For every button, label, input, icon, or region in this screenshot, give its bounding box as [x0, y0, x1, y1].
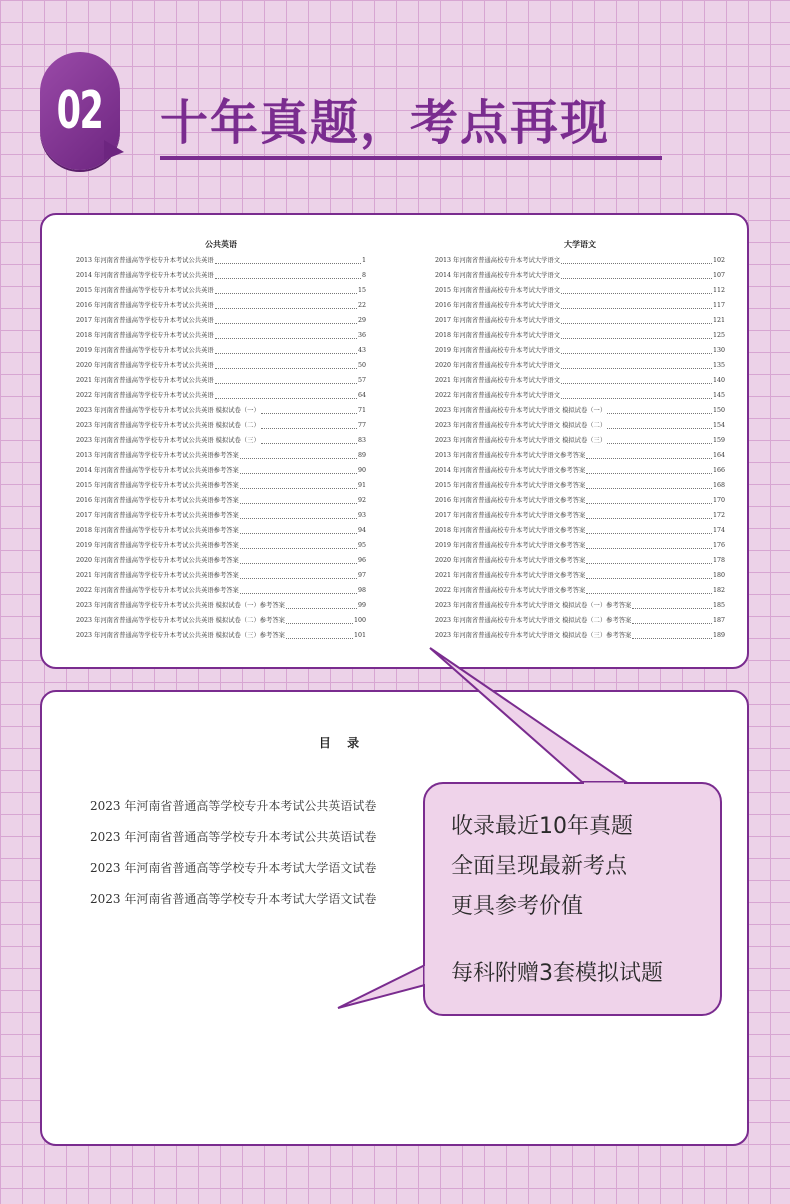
toc-row-page: 1 [361, 257, 366, 264]
toc-leader-dots [561, 323, 712, 324]
toc-row-title: 2021 年河南省普通高校专升本考试大学语文 [435, 377, 561, 384]
toc-row [435, 628, 725, 643]
toc-leader-dots [215, 293, 357, 294]
toc-row [435, 508, 725, 523]
toc-leader-dots [561, 338, 712, 339]
toc-row-title: 2017 年河南省普通高等学校专升本考试公共英语参考答案 [76, 512, 239, 519]
toc-row-page: 93 [357, 512, 366, 519]
toc-leader-dots [586, 578, 712, 579]
section-heading [160, 82, 662, 162]
toc-row-page: 107 [712, 272, 725, 279]
toc-row [435, 358, 725, 373]
toc-row-title: 2013 年河南省普通高校专升本考试大学语文 [435, 257, 561, 264]
toc-row-page: 43 [357, 347, 366, 354]
toc-leader-dots [215, 278, 361, 279]
toc-leader-dots [215, 323, 357, 324]
toc-row-page: 100 [353, 617, 366, 624]
toc-row-title: 2021 年河南省普通高等学校专升本考试公共英语 [76, 377, 214, 384]
toc-leader-dots [215, 398, 357, 399]
toc-row [76, 388, 366, 403]
toc-row [435, 373, 725, 388]
toc-row-page: 121 [712, 317, 725, 324]
toc-leader-dots [215, 308, 357, 309]
toc-leader-dots [561, 278, 712, 279]
toc-row-page: 50 [357, 362, 366, 369]
toc-row [435, 448, 725, 463]
toc-row-page: 166 [712, 467, 725, 474]
toc-row-title: 2019 年河南省普通高校专升本考试大学语文参考答案 [435, 542, 586, 549]
toc-leader-dots [607, 428, 712, 429]
toc-row-page: 29 [357, 317, 366, 324]
toc-row [76, 268, 366, 283]
toc-row-title: 2016 年河南省普通高等学校专升本考试公共英语参考答案 [76, 497, 239, 504]
toc-row-page: 15 [357, 287, 366, 294]
toc-row [76, 373, 366, 388]
toc-leader-dots [240, 533, 357, 534]
toc-row [435, 328, 725, 343]
toc-leader-dots [215, 353, 357, 354]
toc-column-title: 大学语文 [564, 239, 596, 249]
toc-row-page: 185 [712, 602, 725, 609]
toc-row [435, 538, 725, 553]
toc-row [76, 328, 366, 343]
toc-row-page: 77 [357, 422, 366, 429]
contents-item: 2023 年河南省普通高等学校专升本考试大学语文试卷 [90, 892, 377, 906]
toc-row-page: 112 [712, 287, 725, 294]
toc-row-title: 2014 年河南省普通高校专升本考试大学语文参考答案 [435, 467, 586, 474]
toc-leader-dots [215, 263, 361, 264]
toc-leader-dots [632, 608, 712, 609]
toc-leader-dots [586, 503, 712, 504]
toc-row [435, 403, 725, 418]
toc-row [435, 418, 725, 433]
toc-row-title: 2023 年河南省普通高等学校专升本考试公共英语 模拟试卷（一） [76, 407, 260, 414]
section-number: 02 [57, 81, 103, 141]
toc-row-title: 2023 年河南省普通高等学校专升本考试公共英语 模拟试卷（二）参考答案 [76, 617, 285, 624]
toc-leader-dots [240, 518, 357, 519]
toc-row-title: 2014 年河南省普通高等学校专升本考试公共英语 [76, 272, 214, 279]
toc-row-title: 2017 年河南省普通高校专升本考试大学语文 [435, 317, 561, 324]
toc-row [435, 523, 725, 538]
toc-row [76, 553, 366, 568]
toc-column-title: 公共英语 [205, 239, 237, 249]
toc-row-page: 172 [712, 512, 725, 519]
toc-row-page: 89 [357, 452, 366, 459]
toc-row-title: 2019 年河南省普通高等学校专升本考试公共英语参考答案 [76, 542, 239, 549]
toc-row [76, 583, 366, 598]
toc-row-title: 2017 年河南省普通高等学校专升本考试公共英语 [76, 317, 214, 324]
toc-leader-dots [240, 563, 357, 564]
contents-item: 2023 年河南省普通高等学校专升本考试大学语文试卷 [90, 861, 377, 875]
toc-row-page: 170 [712, 497, 725, 504]
toc-row-page: 90 [357, 467, 366, 474]
toc-row-page: 159 [712, 437, 725, 444]
contents-item: 2023 年河南省普通高等学校专升本考试公共英语试卷 [90, 799, 377, 813]
toc-leader-dots [261, 413, 357, 414]
toc-leader-dots [240, 548, 357, 549]
toc-row-page: 94 [357, 527, 366, 534]
toc-row [435, 568, 725, 583]
badge-tail [104, 140, 124, 160]
toc-row [435, 583, 725, 598]
toc-row [76, 523, 366, 538]
toc-preview-card [40, 213, 749, 669]
toc-row-page: 182 [712, 587, 725, 594]
toc-leader-dots [240, 488, 357, 489]
toc-row [435, 598, 725, 613]
toc-leader-dots [561, 383, 712, 384]
contents-title: 目 录 [318, 736, 366, 750]
toc-row-page: 91 [357, 482, 366, 489]
toc-row [435, 388, 725, 403]
toc-row-page: 125 [712, 332, 725, 339]
toc-leader-dots [586, 533, 712, 534]
toc-row-title: 2022 年河南省普通高校专升本考试大学语文 [435, 392, 561, 399]
toc-leader-dots [240, 578, 357, 579]
toc-row [76, 298, 366, 313]
toc-row-title: 2013 年河南省普通高校专升本考试大学语文参考答案 [435, 452, 586, 459]
toc-row-page: 99 [357, 602, 366, 609]
contents-list [90, 796, 376, 920]
toc-leader-dots [632, 638, 712, 639]
toc-leader-dots [586, 593, 712, 594]
toc-row-title: 2023 年河南省普通高校专升本考试大学语文 模拟试卷（二） [435, 422, 607, 429]
toc-row-page: 145 [712, 392, 725, 399]
toc-row-page: 64 [357, 392, 366, 399]
toc-row-title: 2014 年河南省普通高等学校专升本考试公共英语参考答案 [76, 467, 239, 474]
toc-leader-dots [286, 623, 353, 624]
toc-row [76, 628, 366, 643]
toc-row-page: 117 [712, 302, 725, 309]
toc-row-title: 2015 年河南省普通高校专升本考试大学语文参考答案 [435, 482, 586, 489]
toc-leader-dots [240, 503, 357, 504]
toc-leader-dots [286, 608, 357, 609]
toc-row [76, 613, 366, 628]
toc-column-chinese [435, 235, 725, 643]
toc-row-title: 2014 年河南省普通高校专升本考试大学语文 [435, 272, 561, 279]
toc-row [435, 313, 725, 328]
toc-row-title: 2023 年河南省普通高等学校专升本考试公共英语 模拟试卷（三） [76, 437, 260, 444]
toc-row-page: 92 [357, 497, 366, 504]
toc-row-title: 2015 年河南省普通高等学校专升本考试公共英语 [76, 287, 214, 294]
toc-row [435, 463, 725, 478]
toc-row-title: 2016 年河南省普通高等学校专升本考试公共英语 [76, 302, 214, 309]
heading-underline [160, 156, 662, 160]
toc-row-page: 189 [712, 632, 725, 639]
toc-row [76, 358, 366, 373]
toc-row [435, 433, 725, 448]
toc-row-page: 101 [353, 632, 366, 639]
toc-row [435, 478, 725, 493]
toc-row-page: 154 [712, 422, 725, 429]
toc-row [76, 313, 366, 328]
toc-row-title: 2013 年河南省普通高等学校专升本考试公共英语 [76, 257, 214, 264]
toc-row [76, 478, 366, 493]
toc-row [76, 568, 366, 583]
toc-leader-dots [240, 458, 357, 459]
toc-row-title: 2023 年河南省普通高校专升本考试大学语文 模拟试卷（三）参考答案 [435, 632, 632, 639]
callout-lines [451, 812, 633, 932]
toc-row-page: 95 [357, 542, 366, 549]
toc-row [76, 598, 366, 613]
toc-row-title: 2023 年河南省普通高校专升本考试大学语文 模拟试卷（一） [435, 407, 607, 414]
toc-leader-dots [586, 458, 712, 459]
toc-row [76, 343, 366, 358]
toc-row-title: 2020 年河南省普通高等学校专升本考试公共英语 [76, 362, 214, 369]
toc-leader-dots [261, 428, 357, 429]
toc-row [435, 253, 725, 268]
toc-row-title: 2018 年河南省普通高等学校专升本考试公共英语 [76, 332, 214, 339]
toc-row-title: 2016 年河南省普通高校专升本考试大学语文 [435, 302, 561, 309]
toc-row-title: 2018 年河南省普通高校专升本考试大学语文 [435, 332, 561, 339]
toc-row [435, 613, 725, 628]
toc-list [435, 253, 725, 643]
toc-leader-dots [561, 308, 712, 309]
section-title: 十年真题，考点再现 [160, 95, 611, 151]
toc-row-page: 98 [357, 587, 366, 594]
toc-row-page: 71 [357, 407, 366, 414]
toc-row-title: 2018 年河南省普通高等学校专升本考试公共英语参考答案 [76, 527, 239, 534]
callout-line: 更具参考价值 [451, 894, 584, 919]
toc-row-title: 2019 年河南省普通高校专升本考试大学语文 [435, 347, 561, 354]
toc-row [76, 283, 366, 298]
toc-row [435, 553, 725, 568]
toc-row-title: 2017 年河南省普通高校专升本考试大学语文参考答案 [435, 512, 586, 519]
toc-row-page: 96 [357, 557, 366, 564]
toc-row [76, 253, 366, 268]
toc-row-title: 2023 年河南省普通高校专升本考试大学语文 模拟试卷（一）参考答案 [435, 602, 632, 609]
toc-leader-dots [561, 353, 712, 354]
callout-extra: 每科附赠3套模拟试题 [451, 961, 663, 986]
toc-row-title: 2015 年河南省普通高等学校专升本考试公共英语参考答案 [76, 482, 239, 489]
toc-leader-dots [286, 638, 353, 639]
toc-leader-dots [240, 593, 357, 594]
toc-row-page: 180 [712, 572, 725, 579]
toc-row-page: 36 [357, 332, 366, 339]
toc-leader-dots [561, 398, 712, 399]
toc-row-title: 2020 年河南省普通高校专升本考试大学语文 [435, 362, 561, 369]
toc-row-page: 130 [712, 347, 725, 354]
toc-row-page: 102 [712, 257, 725, 264]
toc-leader-dots [607, 413, 712, 414]
toc-row [435, 298, 725, 313]
toc-row-title: 2022 年河南省普通高等学校专升本考试公共英语参考答案 [76, 587, 239, 594]
toc-row-title: 2023 年河南省普通高校专升本考试大学语文 模拟试卷（二）参考答案 [435, 617, 632, 624]
toc-leader-dots [561, 368, 712, 369]
toc-row-page: 168 [712, 482, 725, 489]
toc-row [76, 418, 366, 433]
toc-leader-dots [215, 368, 357, 369]
toc-row-page: 178 [712, 557, 725, 564]
toc-row-title: 2019 年河南省普通高等学校专升本考试公共英语 [76, 347, 214, 354]
toc-leader-dots [586, 488, 712, 489]
toc-leader-dots [586, 563, 712, 564]
toc-row [76, 403, 366, 418]
toc-leader-dots [561, 293, 712, 294]
toc-row [76, 433, 366, 448]
toc-row-title: 2023 年河南省普通高等学校专升本考试公共英语 模拟试卷（三）参考答案 [76, 632, 285, 639]
toc-row-page: 174 [712, 527, 725, 534]
toc-row-title: 2018 年河南省普通高校专升本考试大学语文参考答案 [435, 527, 586, 534]
toc-row-page: 164 [712, 452, 725, 459]
toc-row [76, 463, 366, 478]
callout-line: 全面呈现最新考点 [451, 854, 628, 879]
toc-row [76, 493, 366, 508]
toc-row-page: 135 [712, 362, 725, 369]
toc-row [76, 538, 366, 553]
toc-leader-dots [240, 473, 357, 474]
toc-row-page: 22 [357, 302, 366, 309]
toc-leader-dots [586, 548, 712, 549]
callout-bubble [423, 782, 722, 1016]
toc-row [435, 283, 725, 298]
toc-row [435, 343, 725, 358]
toc-row-page: 57 [357, 377, 366, 384]
toc-leader-dots [586, 518, 712, 519]
toc-row-page: 176 [712, 542, 725, 549]
toc-row-title: 2022 年河南省普通高校专升本考试大学语文参考答案 [435, 587, 586, 594]
toc-row-title: 2016 年河南省普通高校专升本考试大学语文参考答案 [435, 497, 586, 504]
toc-row-title: 2020 年河南省普通高校专升本考试大学语文参考答案 [435, 557, 586, 564]
toc-row-page: 83 [357, 437, 366, 444]
contents-item: 2023 年河南省普通高等学校专升本考试公共英语试卷 [90, 830, 377, 844]
toc-row-title: 2023 年河南省普通高等学校专升本考试公共英语 模拟试卷（一）参考答案 [76, 602, 285, 609]
toc-row-page: 150 [712, 407, 725, 414]
toc-row-page: 140 [712, 377, 725, 384]
toc-row-title: 2021 年河南省普通高等学校专升本考试公共英语参考答案 [76, 572, 239, 579]
toc-list [76, 253, 366, 643]
toc-leader-dots [586, 473, 712, 474]
toc-row-page: 97 [357, 572, 366, 579]
toc-row-title: 2013 年河南省普通高等学校专升本考试公共英语参考答案 [76, 452, 239, 459]
toc-leader-dots [632, 623, 712, 624]
toc-row-title: 2023 年河南省普通高等学校专升本考试公共英语 模拟试卷（二） [76, 422, 260, 429]
toc-leader-dots [261, 443, 357, 444]
toc-leader-dots [561, 263, 712, 264]
toc-leader-dots [215, 338, 357, 339]
toc-row-title: 2021 年河南省普通高校专升本考试大学语文参考答案 [435, 572, 586, 579]
toc-row [76, 448, 366, 463]
toc-row [76, 508, 366, 523]
toc-row [435, 493, 725, 508]
toc-row-page: 8 [361, 272, 366, 279]
toc-column-english [76, 235, 366, 643]
callout-line: 收录最近10年真题 [451, 814, 633, 839]
toc-row-title: 2023 年河南省普通高校专升本考试大学语文 模拟试卷（三） [435, 437, 607, 444]
toc-leader-dots [607, 443, 712, 444]
toc-row-title: 2020 年河南省普通高等学校专升本考试公共英语参考答案 [76, 557, 239, 564]
toc-row-title: 2022 年河南省普通高等学校专升本考试公共英语 [76, 392, 214, 399]
toc-row-title: 2015 年河南省普通高校专升本考试大学语文 [435, 287, 561, 294]
toc-row [435, 268, 725, 283]
toc-row-page: 187 [712, 617, 725, 624]
toc-leader-dots [215, 383, 357, 384]
